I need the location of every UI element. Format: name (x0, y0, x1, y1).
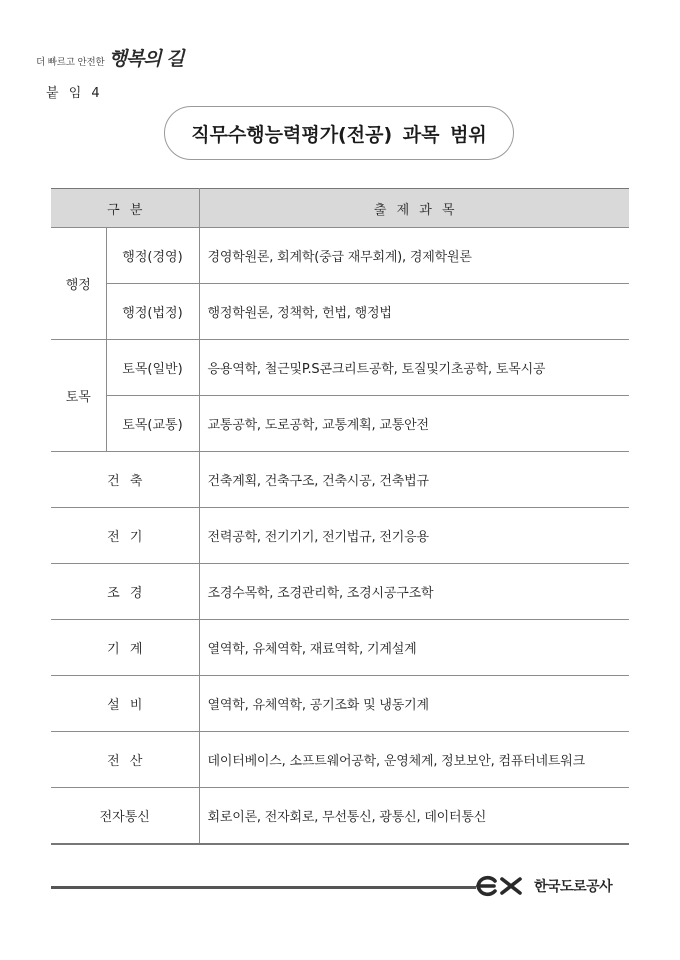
table-row (51, 228, 629, 284)
category-label: 전 기 (51, 508, 199, 564)
footer-divider (51, 886, 476, 889)
table-row (51, 452, 629, 508)
table-row (51, 564, 629, 620)
category-label: 설 비 (51, 676, 199, 732)
table-row (51, 788, 629, 845)
slogan-text: 더 빠르고 안전한 (36, 57, 105, 68)
category-label: 전 산 (51, 732, 199, 788)
ex-logo-icon (474, 874, 528, 898)
page-title-text: 직무수행능력평가(전공) 과목 범위 (191, 123, 487, 146)
subject-list: 응용역학, 철근및P.S콘크리트공학, 토질및기초공학, 토목시공 (199, 340, 629, 396)
category-label: 건 축 (51, 452, 199, 508)
table-row (51, 732, 629, 788)
sub-category: 토목(교통) (106, 396, 199, 452)
subjects-table (51, 188, 629, 845)
table-row (51, 284, 629, 340)
group-label-admin: 행정 (51, 228, 106, 340)
group-label-civil: 토목 (51, 340, 106, 452)
category-label: 전자통신 (51, 788, 199, 845)
company-name: 한국도로공사 (534, 879, 613, 895)
slogan-calligraphy: 행복의 길 (108, 48, 184, 70)
subject-list: 교통공학, 도로공학, 교통계획, 교통안전 (199, 396, 629, 452)
table-row (51, 340, 629, 396)
subject-list: 행정학원론, 정책학, 헌법, 행정법 (199, 284, 629, 340)
table-row (51, 396, 629, 452)
page-title (164, 106, 514, 160)
category-label: 조 경 (51, 564, 199, 620)
slogan (36, 44, 184, 71)
sub-category: 행정(법정) (106, 284, 199, 340)
subjects-header: 출 제 과 목 (199, 189, 629, 228)
table-row (51, 508, 629, 564)
subject-list: 조경수목학, 조경관리학, 조경시공구조학 (199, 564, 629, 620)
subject-list: 경영학원론, 회계학(중급 재무회계), 경제학원론 (199, 228, 629, 284)
attachment-label: 붙 임 4 (46, 86, 103, 101)
subject-list: 열역학, 유체역학, 재료역학, 기계설계 (199, 620, 629, 676)
sub-category: 행정(경영) (106, 228, 199, 284)
subject-list: 건축계획, 건축구조, 건축시공, 건축법규 (199, 452, 629, 508)
table-row (51, 620, 629, 676)
subject-list: 회로이론, 전자회로, 무선통신, 광통신, 데이터통신 (199, 788, 629, 845)
table-row (51, 676, 629, 732)
table-header-row (51, 189, 629, 228)
footer-logo (474, 874, 612, 898)
category-label: 기 계 (51, 620, 199, 676)
sub-category: 토목(일반) (106, 340, 199, 396)
subject-list: 전력공학, 전기기기, 전기법규, 전기응용 (199, 508, 629, 564)
subject-list: 데이터베이스, 소프트웨어공학, 운영체계, 정보보안, 컴퓨터네트워크 (199, 732, 629, 788)
subject-list: 열역학, 유체역학, 공기조화 및 냉동기계 (199, 676, 629, 732)
category-header: 구 분 (51, 189, 199, 228)
